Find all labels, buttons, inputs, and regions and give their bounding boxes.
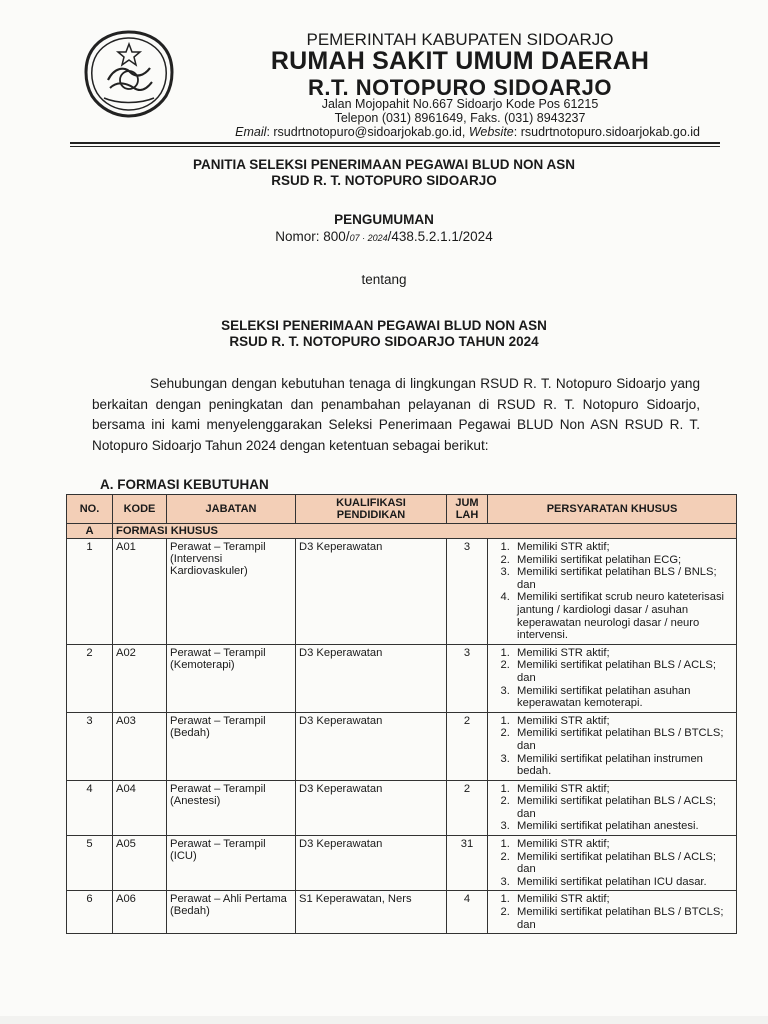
regency-seal-logo [78,28,180,120]
cell-jabatan: Perawat – Terampil (Anestesi) [167,780,296,835]
header-no: NO. [67,495,113,524]
requirement-item: 3. Memiliki sertifikat pelatihan anestesi. [513,820,733,833]
cell-persyaratan [488,836,737,891]
cell-jumlah: 3 [447,539,488,645]
requirement-list [491,783,733,833]
letterhead-contact [180,125,700,139]
cell-kualifikasi: D3 Keperawatan [296,780,447,835]
cell-kode: A01 [113,539,167,645]
number-suffix: /438.5.2.1.1/2024 [387,229,493,244]
cell-jumlah: 3 [447,644,488,712]
cell-kualifikasi: S1 Keperawatan, Ners [296,891,447,934]
body-paragraph: Sehubungan dengan kebutuhan tenaga di lingkungan RSUD R. T. Notopuro Sidoarjo yang berkaitan dengan peningkatan dan penambahan pelayanan di RSUD R. T. Notopuro Sidoarjo, bersama ini kami menyelenggarakan Seleksi Penerimaan Pegawai BLUD Non ASN RSUD R. T. Notopuro Sidoarjo Tahun 2024 dengan ketentuan sebagai berikut: [92,376,700,453]
cell-jabatan: Perawat – Terampil (ICU) [167,836,296,891]
committee-subtitle: RSUD R. T. NOTOPURO SIDOARJO [271,173,497,188]
header-kualifikasi [296,495,447,524]
website-label: Website [468,125,514,139]
scan-bottom-edge [0,1016,768,1024]
requirement-item: 3. Memiliki sertifikat pelatihan BLS / BNLS; dan [513,566,733,591]
requirement-list [491,541,733,642]
requirement-item: 1. Memiliki STR aktif; [513,647,733,660]
letterhead-address: Jalan Mojopahit No.667 Sidoarjo Kode Pos 61215 [321,97,599,111]
cell-persyaratan [488,539,737,645]
cell-kode: A02 [113,644,167,712]
announcement-about: tentang [361,272,407,287]
cell-kode: A06 [113,891,167,934]
table-body [67,524,737,934]
letterhead-rule-thick [70,142,720,144]
requirement-item: 1. Memiliki STR aktif; [513,893,733,906]
cell-jabatan: Perawat – Ahli Pertama (Bedah) [167,891,296,934]
table-header-row [67,495,737,524]
cell-jabatan: Perawat – Terampil (Bedah) [167,712,296,780]
header-persyaratan: PERSYARATAN KHUSUS [488,495,737,524]
requirement-item: 2. Memiliki sertifikat pelatihan ECG; [513,554,733,567]
requirement-item: 2. Memiliki sertifikat pelatihan BLS / BTCLS; dan [513,906,733,931]
announcement-subject-line1: SELEKSI PENERIMAAN PEGAWAI BLUD NON ASN [221,318,547,333]
cell-no: 3 [67,712,113,780]
requirement-item: 2. Memiliki sertifikat pelatihan BLS / BTCLS; dan [513,727,733,752]
number-prefix: Nomor: 800/ [275,229,350,244]
requirement-item: 3. Memiliki sertifikat pelatihan asuhan keperawatan kemoterapi. [513,685,733,710]
header-jumlah-line2: LAH [455,509,479,521]
group-no: A [67,524,113,539]
requirement-list [491,838,733,888]
cell-jabatan: Perawat – Terampil (Intervensi Kardiovaskuler) [167,539,296,645]
cell-kualifikasi: D3 Keperawatan [296,644,447,712]
email-value: : rsudrtnotopuro@sidoarjokab.go.id, [266,125,469,139]
requirement-item: 1. Memiliki STR aktif; [513,783,733,796]
cell-no: 4 [67,780,113,835]
requirement-item: 4. Memiliki sertifikat scrub neuro kateterisasi jantung / kardiologi dasar / asuhan keperawatan neurologi dasar / neuro intervensi. [513,591,733,641]
letterhead-hospital-name: R.T. NOTOPURO SIDOARJO [308,75,612,100]
group-label: FORMASI KHUSUS [113,524,737,539]
cell-kualifikasi: D3 Keperawatan [296,836,447,891]
header-jumlah-line1: JUM [455,497,479,509]
header-jumlah [447,495,488,524]
cell-kualifikasi: D3 Keperawatan [296,712,447,780]
requirement-item: 1. Memiliki STR aktif; [513,541,733,554]
cell-persyaratan [488,712,737,780]
requirement-item: 2. Memiliki sertifikat pelatihan BLS / ACLS; dan [513,795,733,820]
cell-no: 2 [67,644,113,712]
requirement-item: 3. Memiliki sertifikat pelatihan instrumen bedah. [513,753,733,778]
header-kualifikasi-line2: PENDIDIKAN [336,509,406,521]
header-kode: KODE [113,495,167,524]
header-kualifikasi-line1: KUALIFIKASI [336,497,406,509]
requirement-list [491,893,733,931]
announcement-title: PENGUMUMAN [334,212,434,227]
cell-kualifikasi: D3 Keperawatan [296,539,447,645]
group-row [67,524,737,539]
cell-no: 1 [67,539,113,645]
cell-persyaratan [488,644,737,712]
requirement-item: 3. Memiliki sertifikat pelatihan ICU dasar. [513,876,733,889]
requirement-item: 2. Memiliki sertifikat pelatihan BLS / ACLS; dan [513,851,733,876]
letterhead-rule-thin [70,146,720,147]
requirement-list [491,647,733,710]
letterhead-hospital: RUMAH SAKIT UMUM DAERAH [270,47,650,75]
table-row [67,539,737,645]
letterhead-phone: Telepon (031) 8961649, Faks. (031) 8943237 [334,111,586,125]
cell-no: 6 [67,891,113,934]
cell-kode: A05 [113,836,167,891]
cell-persyaratan [488,891,737,934]
announcement-number [0,229,768,244]
requirement-item: 2. Memiliki sertifikat pelatihan BLS / ACLS; dan [513,659,733,684]
cell-jabatan: Perawat – Terampil (Kemoterapi) [167,644,296,712]
website-value: : rsudrtnotopuro.sidoarjokab.go.id [513,125,700,139]
letterhead-government: PEMERINTAH KABUPATEN SIDOARJO [306,30,614,49]
header-jabatan: JABATAN [167,495,296,524]
cell-persyaratan [488,780,737,835]
requirement-list [491,715,733,778]
table-row [67,712,737,780]
cell-kode: A04 [113,780,167,835]
cell-no: 5 [67,836,113,891]
cell-jumlah: 4 [447,891,488,934]
cell-jumlah: 31 [447,836,488,891]
requirement-item: 1. Memiliki STR aktif; [513,838,733,851]
cell-kode: A03 [113,712,167,780]
formation-table [66,494,737,934]
number-handwritten: 07 · 2024 [349,233,388,243]
committee-title: PANITIA SELEKSI PENERIMAAN PEGAWAI BLUD NON ASN [192,157,576,172]
table-row [67,780,737,835]
cell-jumlah: 2 [447,712,488,780]
cell-jumlah: 2 [447,780,488,835]
table-row [67,644,737,712]
requirement-item: 1. Memiliki STR aktif; [513,715,733,728]
email-label: Email [235,125,267,139]
announcement-subject-line2: RSUD R. T. NOTOPURO SIDOARJO TAHUN 2024 [229,334,539,349]
table-row [67,891,737,934]
section-a-heading: A. FORMASI KEBUTUHAN [100,477,269,492]
table-row [67,836,737,891]
